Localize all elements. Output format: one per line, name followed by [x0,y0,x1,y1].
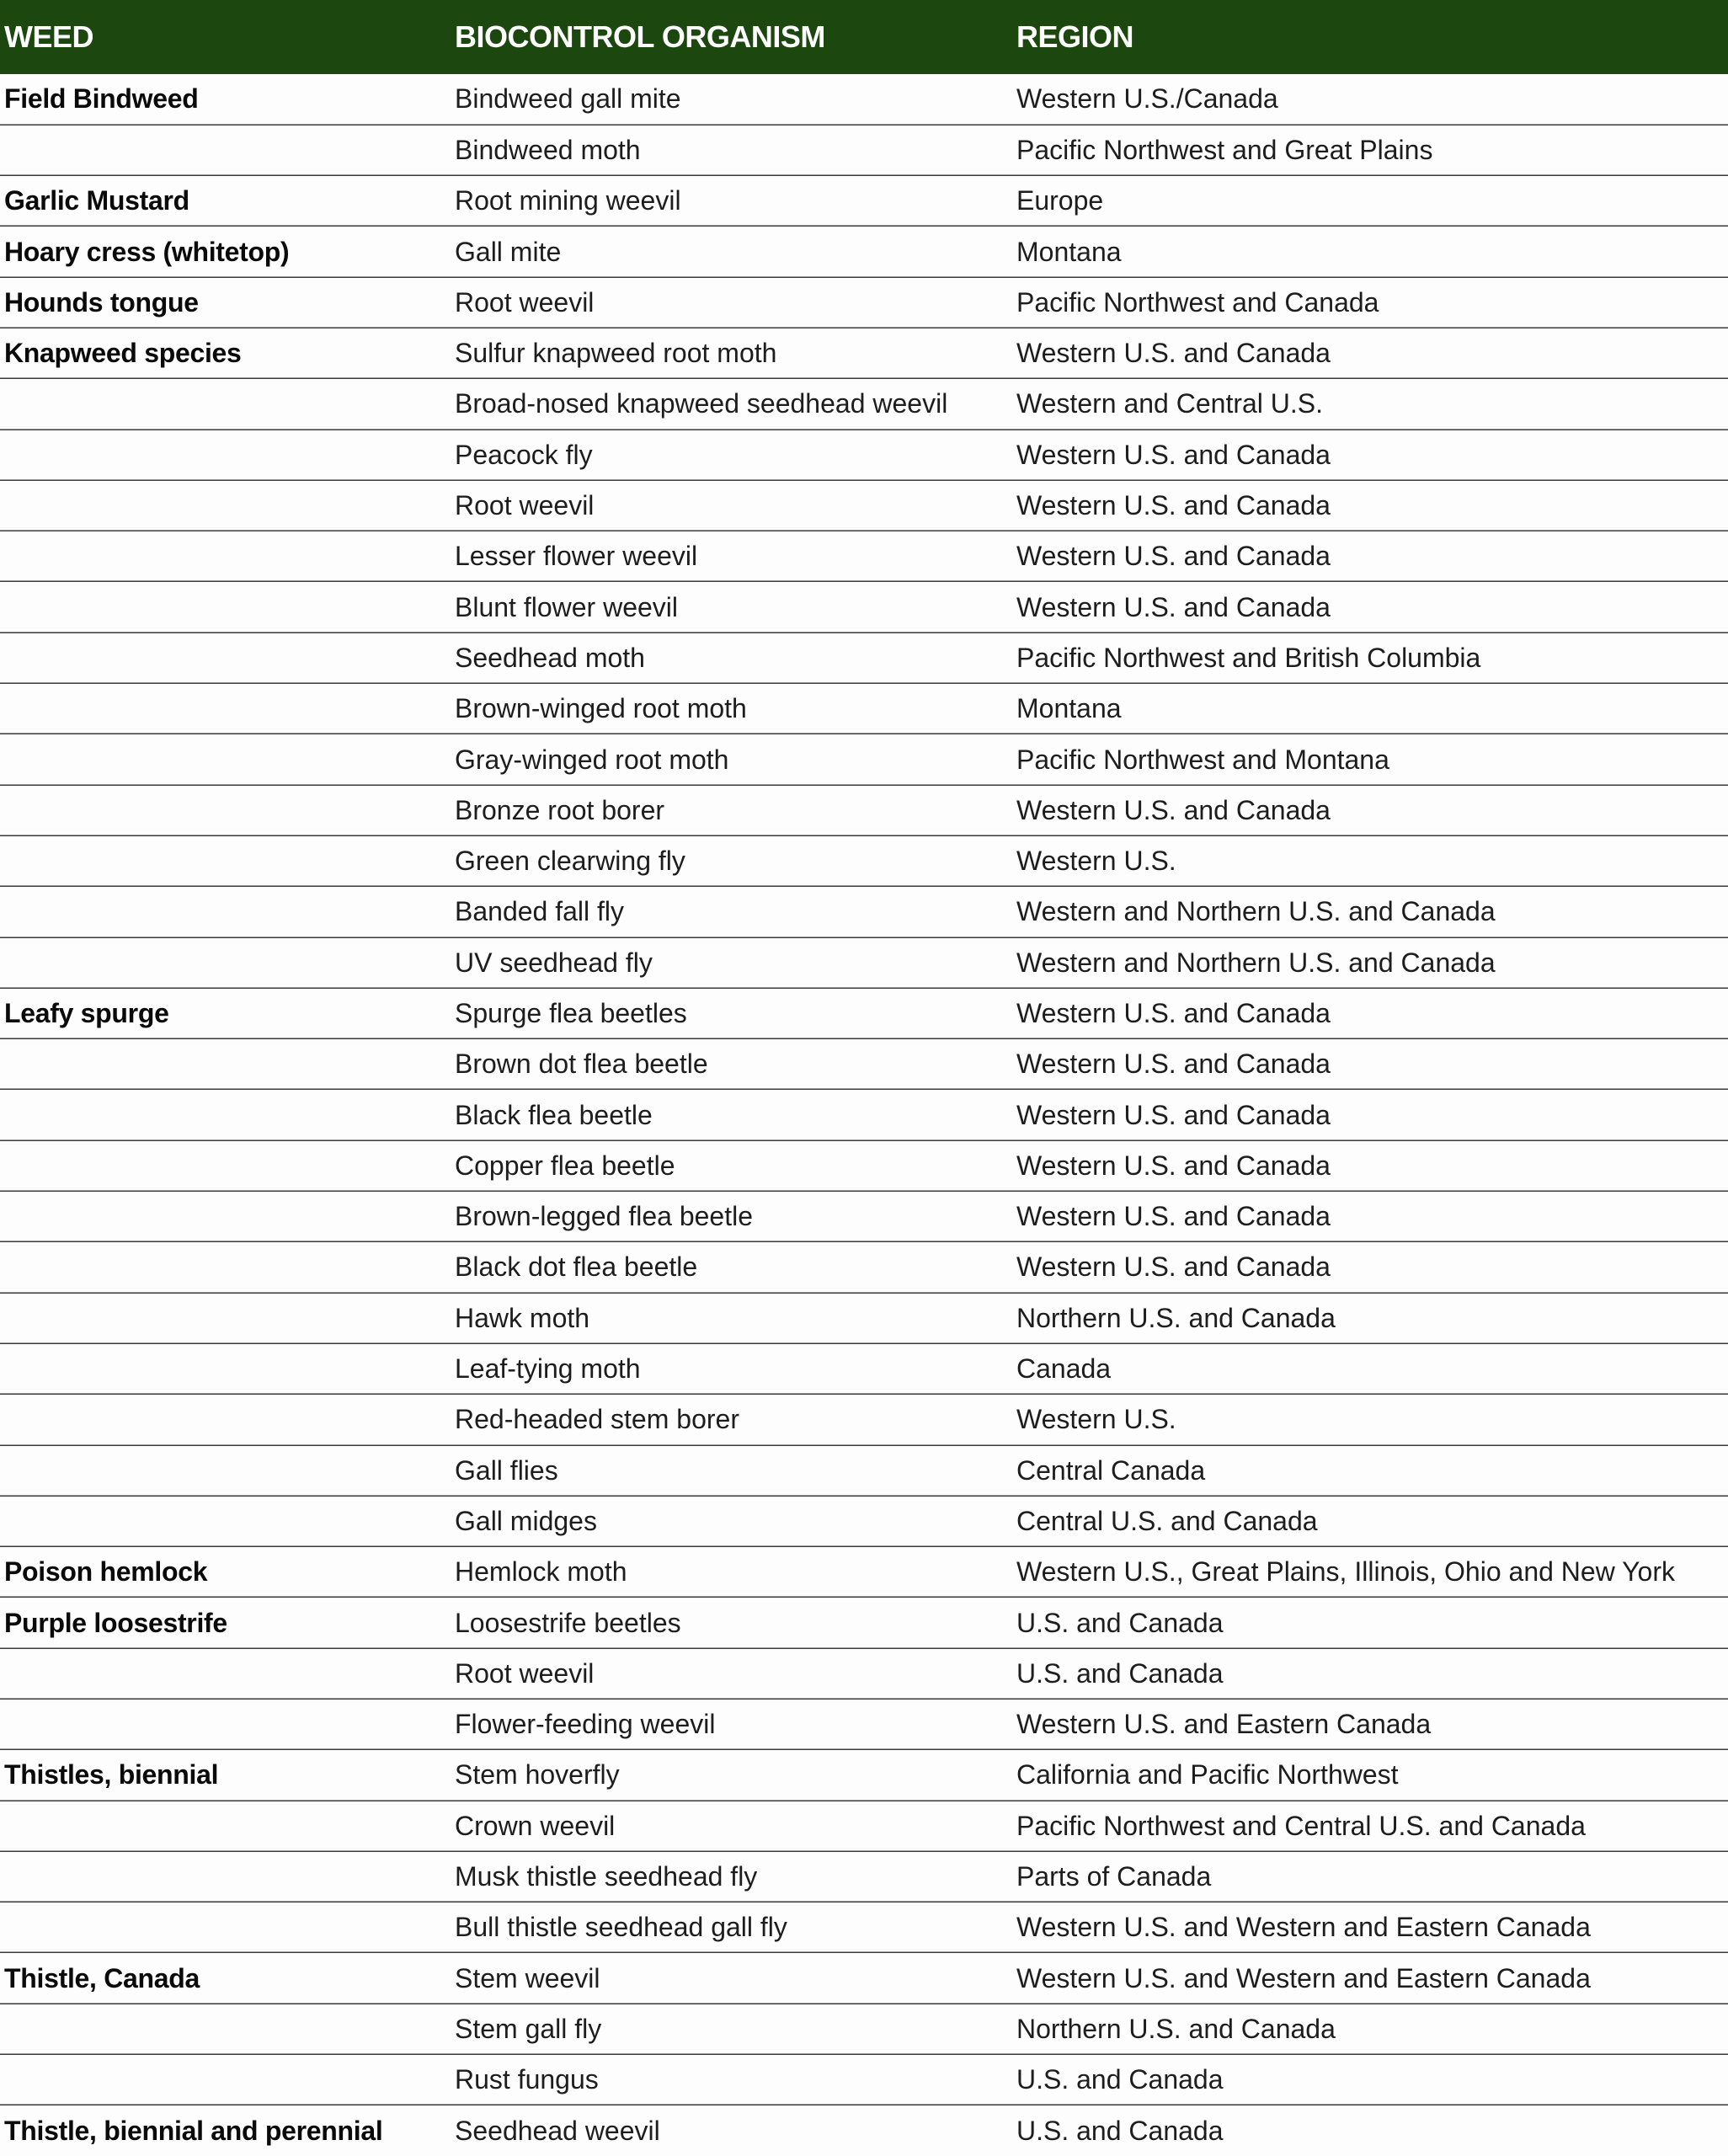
weed-cell: Thistles, biennial [0,1750,455,1801]
region-cell: Northern U.S. and Canada [1016,2004,1728,2054]
table-row [0,1851,1728,1902]
organism-cell: Gall mite [455,227,1016,277]
weed-cell [0,1801,455,1851]
organism-cell: Red-headed stem borer [455,1395,1016,1445]
organism-cell: Spurge flea beetles [455,988,1016,1038]
weed-cell [0,2004,455,2054]
table-row [0,1039,1728,1090]
organism-cell: Stem gall fly [455,2004,1016,2054]
weed-cell [0,1140,455,1191]
weed-cell [0,1192,455,1242]
region-cell: Western U.S. and Western and Eastern Canada [1016,1953,1728,2004]
region-cell: Western U.S. and Canada [1016,1039,1728,1090]
region-cell: Western U.S. and Canada [1016,582,1728,632]
region-cell: California and Pacific Northwest [1016,1750,1728,1801]
region-cell: Western U.S. and Western and Eastern Canada [1016,1903,1728,1953]
weed-cell [0,1395,455,1445]
region-cell: Western and Northern U.S. and Canada [1016,887,1728,937]
organism-cell: Copper flea beetle [455,1140,1016,1191]
weed-cell [0,937,455,988]
table-header-row [0,0,1728,74]
table-row [0,277,1728,328]
region-cell: Pacific Northwest and British Columbia [1016,632,1728,683]
region-cell: Western U.S. [1016,1395,1728,1445]
table-row [0,379,1728,430]
weed-cell [0,1039,455,1090]
region-cell: Western U.S., Great Plains, Illinois, Ohio and New York [1016,1547,1728,1598]
weed-cell: Garlic Mustard [0,176,455,227]
table-row [0,1496,1728,1546]
region-cell: Central U.S. and Canada [1016,1496,1728,1546]
region-cell: Pacific Northwest and Great Plains [1016,125,1728,175]
weed-cell [0,684,455,734]
table-row [0,430,1728,480]
weed-cell [0,480,455,531]
weed-cell: Field Bindweed [0,74,455,125]
organism-cell: Brown-legged flea beetle [455,1192,1016,1242]
table-row [0,1750,1728,1801]
region-cell: Montana [1016,227,1728,277]
organism-cell: Black flea beetle [455,1090,1016,1140]
weed-cell [0,379,455,430]
organism-cell: UV seedhead fly [455,937,1016,988]
table-row [0,1293,1728,1343]
region-cell: Central Canada [1016,1445,1728,1496]
weed-cell [0,125,455,175]
region-cell: Western U.S. and Canada [1016,531,1728,582]
weed-cell [0,1293,455,1343]
organism-cell: Green clearwing fly [455,835,1016,886]
weed-cell: Hounds tongue [0,277,455,328]
weed-cell [0,430,455,480]
organism-cell: Flower-feeding weevil [455,1700,1016,1750]
region-cell: Pacific Northwest and Canada [1016,277,1728,328]
organism-cell: Blunt flower weevil [455,582,1016,632]
region-cell: Western U.S. and Canada [1016,328,1728,378]
region-cell: Parts of Canada [1016,1851,1728,1902]
table-row [0,328,1728,378]
table-row [0,937,1728,988]
table-row [0,1090,1728,1140]
organism-cell: Gall midges [455,1496,1016,1546]
organism-cell: Brown-winged root moth [455,684,1016,734]
organism-cell: Stem weevil [455,1953,1016,2004]
region-cell: Western U.S. [1016,835,1728,886]
organism-cell: Root weevil [455,277,1016,328]
weed-cell [0,785,455,835]
region-cell: Western U.S. and Canada [1016,988,1728,1038]
region-cell: Northern U.S. and Canada [1016,1293,1728,1343]
table-row [0,582,1728,632]
region-cell: Western U.S. and Canada [1016,785,1728,835]
weed-cell: Poison hemlock [0,1547,455,1598]
table-row [0,125,1728,175]
table-row [0,1343,1728,1394]
weed-cell [0,1242,455,1293]
weed-cell [0,835,455,886]
weed-cell [0,887,455,937]
table-row [0,1648,1728,1699]
table-row [0,176,1728,227]
region-cell: Western U.S./Canada [1016,74,1728,125]
table-row [0,74,1728,125]
table-row [0,1903,1728,1953]
organism-cell: Gall flies [455,1445,1016,1496]
organism-cell: Broad-nosed knapweed seedhead weevil [455,379,1016,430]
table-row [0,1140,1728,1191]
table-row [0,887,1728,937]
table-row [0,1395,1728,1445]
table-body [0,74,1728,2156]
column-header-weed: WEED [0,0,455,74]
region-cell: Western and Central U.S. [1016,379,1728,430]
organism-cell: Seedhead weevil [455,2115,660,2146]
organism-cell: Black dot flea beetle [455,1242,1016,1293]
table-row [0,1192,1728,1242]
organism-cell: Gray-winged root moth [455,734,1016,785]
region-cell: Pacific Northwest and Montana [1016,734,1728,785]
weed-cell: Thistle, Canada [0,1953,455,2004]
weed-cell: Knapweed species [0,328,455,378]
region-cell: U.S. and Canada [1016,1648,1728,1699]
table-row [0,2055,1728,2105]
weed-cell: Purple loosestrife [0,1598,455,1648]
weed-cell [0,734,455,785]
region-cell: Montana [1016,684,1728,734]
organism-cell: Peacock fly [455,430,1016,480]
organism-cell: Root mining weevil [455,176,1016,227]
table-row [0,1598,1728,1648]
region-cell: Western U.S. and Canada [1016,1192,1728,1242]
region-cell: Western U.S. and Eastern Canada [1016,1700,1728,1750]
table-row [0,1953,1728,2004]
table-row [0,1547,1728,1598]
organism-cell: Rust fungus [455,2055,1016,2105]
table-row [0,988,1728,1038]
table-row [0,684,1728,734]
weed-cell: Leafy spurge [0,988,455,1038]
region-cell: U.S. and Canada [1016,1598,1728,1648]
organism-cell: Lesser flower weevil [455,531,1016,582]
table-row [0,1445,1728,1496]
organism-cell: Stem hoverfly [455,1750,1016,1801]
table-row [0,1700,1728,1750]
weed-cell [0,1851,455,1902]
weed-cell [0,1700,455,1750]
column-header-region: REGION [1016,0,1728,74]
weed-cell [0,1445,455,1496]
weed-cell [0,2055,455,2105]
weed-cell: Hoary cress (whitetop) [0,227,455,277]
organism-cell: Root weevil [455,1648,1016,1699]
region-cell: U.S. and Canada [1016,2055,1728,2105]
table-row [0,531,1728,582]
table-row [0,2105,1728,2156]
weed-cell [0,582,455,632]
weed-cell [0,1343,455,1394]
table-row [0,835,1728,886]
region-cell: Western U.S. and Canada [1016,1242,1728,1293]
table-row [0,227,1728,277]
table-row [0,632,1728,683]
table-row [0,734,1728,785]
organism-cell: Hemlock moth [455,1547,1016,1598]
region-cell: Western and Northern U.S. and Canada [1016,937,1728,988]
organism-cell: Bull thistle seedhead gall fly [455,1903,1016,1953]
organism-cell: Seedhead moth [455,632,1016,683]
organism-cell: Bronze root borer [455,785,1016,835]
weed-cell [0,1496,455,1546]
table-row [0,2004,1728,2054]
weed-cell [0,1903,455,1953]
weed-cell [0,1648,455,1699]
organism-cell: Bindweed moth [455,125,1016,175]
table-row [0,1242,1728,1293]
region-cell: Canada [1016,1343,1728,1394]
organism-cell: Leaf-tying moth [455,1343,1016,1394]
region-cell: Western U.S. and Canada [1016,1140,1728,1191]
organism-cell: Root weevil [455,480,1016,531]
organism-cell: Crown weevil [455,1801,1016,1851]
organism-cell: Loosestrife beetles [455,1598,1016,1648]
region-cell: Western U.S. and Canada [1016,480,1728,531]
column-header-biocontrol-organism: BIOCONTROL ORGANISM [455,0,1016,74]
organism-cell: Bindweed gall mite [455,74,1016,125]
region-cell: Pacific Northwest and Central U.S. and Canada [1016,1801,1728,1851]
weed-cell [0,632,455,683]
organism-cell: Hawk moth [455,1293,1016,1343]
region-cell: Western U.S. and Canada [1016,430,1728,480]
organism-cell: Sulfur knapweed root moth [455,328,1016,378]
weed-cell: Thistle, biennial and perennial [4,2115,383,2146]
table-row [0,1801,1728,1851]
region-cell: Europe [1016,176,1728,227]
organism-cell: Brown dot flea beetle [455,1039,1016,1090]
table-row [0,480,1728,531]
table-row [0,785,1728,835]
weed-cell [0,531,455,582]
organism-cell: Banded fall fly [455,887,1016,937]
region-cell: Western U.S. and Canada [1016,1090,1728,1140]
region-cell: U.S. and Canada [1016,2115,1224,2146]
weed-cell [0,1090,455,1140]
organism-cell: Musk thistle seedhead fly [455,1851,1016,1902]
